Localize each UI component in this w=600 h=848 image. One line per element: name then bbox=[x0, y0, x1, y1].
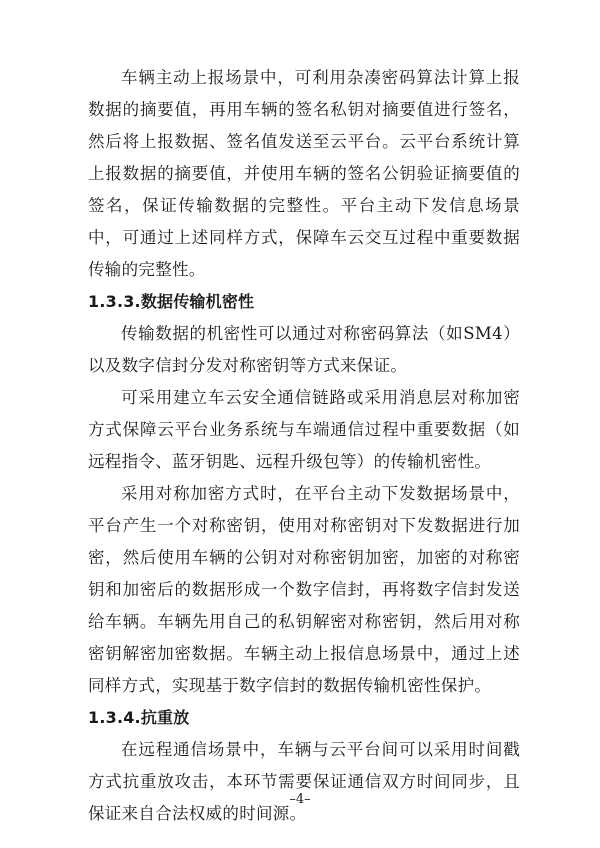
section-heading-1-3-3: 1.3.3.数据传输机密性 bbox=[88, 292, 255, 311]
page-number: –4– bbox=[289, 792, 311, 807]
document-body bbox=[88, 62, 520, 830]
paragraph-anti-replay: 在远程通信场景中，车辆与云平台间可以采用时间戳方式抗重放攻击，本环节需要保证通信双方时间同步，且保证来自合法权威的时间源。 bbox=[88, 740, 520, 823]
paragraph-confidentiality-intro: 传输数据的机密性可以通过对称密码算法（如SM4）以及数字信封分发对称密钥等方式来保证。 bbox=[88, 324, 520, 375]
paragraph-digital-envelope: 采用对称加密方式时，在平台主动下发数据场景中，平台产生一个对称密钥，使用对称密钥对下发数据进行加密，然后使用车辆的公钥对对称密钥加密，加密的对称密钥和加密后的数据形成一个数字信封，再将数字信封发送给车辆。车辆先用自己的私钥解密对称密钥，然后用对称密钥解密加密数据。车辆主动上报信息场景中，通过上述同样方式，实现基于数字信封的数据传输机密性保护。 bbox=[88, 484, 520, 695]
paragraph-integrity: 车辆主动上报场景中，可利用杂凑密码算法计算上报数据的摘要值，再用车辆的签名私钥对摘要值进行签名，然后将上报数据、签名值发送至云平台。云平台系统计算上报数据的摘要值，并使用车辆的签名公钥验证摘要值的签名，保证传输数据的完整性。平台主动下发信息场景中，可通过上述同样方式，保障车云交互过程中重要数据传输的完整性。 bbox=[88, 68, 520, 279]
section-heading-1-3-4: 1.3.4.抗重放 bbox=[88, 708, 190, 727]
paragraph-secure-channel: 可采用建立车云安全通信链路或采用消息层对称加密方式保障云平台业务系统与车端通信过程中重要数据（如远程指令、蓝牙钥匙、远程升级包等）的传输机密性。 bbox=[88, 388, 520, 471]
